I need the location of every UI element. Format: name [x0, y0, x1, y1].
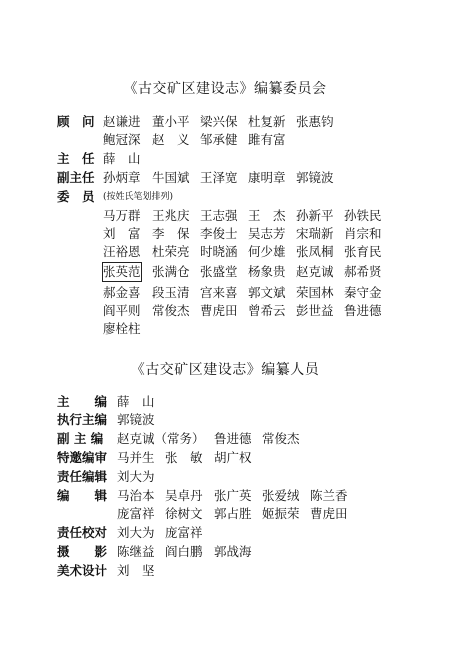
editors-label: 编 辑	[57, 488, 108, 503]
member-name: 杜荣亮	[152, 244, 190, 259]
advisor-name: 鲍冠深	[103, 132, 141, 147]
member-name: 曾希云	[248, 303, 286, 318]
member-name: 秦守金	[344, 285, 382, 300]
proofreader-name: 庞富祥	[165, 525, 203, 540]
member-name: 孙新平	[296, 208, 334, 223]
editor-name: 张爱绒	[262, 488, 300, 503]
editor-name: 徐树文	[165, 506, 203, 521]
advisor-name: 杜复新	[248, 114, 286, 129]
member-name: 王兆庆	[152, 208, 190, 223]
member-name: 王志强	[200, 208, 238, 223]
member-name: 郝希贤	[344, 264, 382, 279]
member-name: 宋瑞新	[296, 226, 334, 241]
member-name: 刘 富	[103, 226, 141, 241]
art-designer-name: 刘 坚	[117, 563, 155, 578]
member-name: 张育民	[344, 244, 382, 259]
advisor-name: 赵 义	[152, 132, 190, 147]
member-name: 郝金喜	[103, 285, 141, 300]
member-name: 李俊士	[200, 226, 238, 241]
member-name: 宫来喜	[200, 285, 238, 300]
responsible-editor-name: 刘大为	[117, 469, 155, 484]
photography-label: 摄 影	[57, 544, 108, 559]
member-name: 阎平则	[103, 303, 141, 318]
deputy-editor-name: 鲁进德	[214, 431, 252, 446]
staff-title: 《古交矿区建设志》编纂人员	[130, 362, 320, 378]
vice-director-label: 副主任	[57, 170, 95, 185]
vice-director-name: 王泽宽	[200, 170, 238, 185]
vice-director-name: 牛国斌	[152, 170, 190, 185]
executive-editor-label: 执行主编	[57, 412, 108, 427]
chief-editor-name: 薛 山	[117, 394, 155, 409]
member-name: 常俊杰	[152, 303, 190, 318]
director-label: 主 任	[57, 151, 95, 166]
member-name: 荣国林	[296, 285, 334, 300]
member-name: 廖栓柱	[103, 321, 141, 336]
proofreader-name: 刘大为	[117, 525, 155, 540]
members-label: 委 员	[57, 189, 95, 204]
members-note: (按姓氏笔划排列)	[103, 192, 174, 202]
member-name-highlighted: 张英范	[103, 264, 141, 279]
member-name: 孙铁民	[344, 208, 382, 223]
member-name: 张凤桐	[296, 244, 334, 259]
member-name: 何少雄	[248, 244, 286, 259]
member-name: 张盛堂	[200, 264, 238, 279]
executive-editor-name: 郭镜波	[117, 412, 155, 427]
editor-name: 张广英	[214, 488, 252, 503]
director-name: 薛 山	[103, 151, 141, 166]
member-name: 吴志芳	[248, 226, 286, 241]
editor-name: 马治本	[117, 488, 155, 503]
guest-reviewer-name: 马并生	[117, 450, 155, 465]
member-name: 马万群	[103, 208, 141, 223]
member-name: 张满仓	[152, 264, 190, 279]
deputy-editor-label: 副 主 编	[57, 431, 104, 446]
committee-title: 《古交矿区建设志》编纂委员会	[123, 81, 327, 97]
member-name: 肖宗和	[344, 226, 382, 241]
member-name: 彭世益	[296, 303, 334, 318]
photographer-name: 郭战海	[214, 544, 252, 559]
guest-reviewer-name: 胡广权	[214, 450, 252, 465]
vice-director-name: 康明章	[248, 170, 286, 185]
member-name: 时晓涵	[200, 244, 238, 259]
photographer-name: 陈继益	[117, 544, 155, 559]
member-name: 赵克诚	[296, 264, 334, 279]
editor-name: 陈兰香	[310, 488, 348, 503]
advisors-label: 顾 问	[57, 114, 95, 129]
chief-editor-label: 主 编	[57, 394, 108, 409]
proofreader-label: 责任校对	[57, 525, 108, 540]
member-name: 汪裕恩	[103, 244, 141, 259]
editor-name: 姬振荣	[262, 506, 300, 521]
member-name: 王 杰	[248, 208, 286, 223]
advisor-name: 梁兴保	[200, 114, 238, 129]
advisor-name: 赵谦进	[103, 114, 141, 129]
member-name: 曹虎田	[200, 303, 238, 318]
member-name: 杨象贵	[248, 264, 286, 279]
deputy-editor-name: 常俊杰	[262, 431, 300, 446]
responsible-editor-label: 责任编辑	[57, 469, 108, 484]
advisor-name: 邹承健	[200, 132, 238, 147]
member-name: 鲁进德	[344, 303, 382, 318]
editor-name: 庞富祥	[117, 506, 155, 521]
art-design-label: 美术设计	[57, 563, 108, 578]
editor-name: 吴卓丹	[165, 488, 203, 503]
member-name: 郭文斌	[248, 285, 286, 300]
editor-name: 曹虎田	[310, 506, 348, 521]
member-name: 段玉清	[152, 285, 190, 300]
advisor-name: 雎有富	[248, 132, 286, 147]
editor-name: 郭占胜	[214, 506, 252, 521]
photographer-name: 阎白鹏	[165, 544, 203, 559]
member-name: 李 保	[152, 226, 190, 241]
vice-director-name: 郭镜波	[296, 170, 334, 185]
vice-director-name: 孙炳章	[103, 170, 141, 185]
advisor-name: 董小平	[152, 114, 190, 129]
guest-reviewer-name: 张 敏	[165, 450, 203, 465]
advisor-name: 张惠钧	[296, 114, 334, 129]
guest-reviewer-label: 特邀编审	[57, 450, 108, 465]
deputy-editor-name: 赵克诚（常务）	[117, 431, 205, 446]
